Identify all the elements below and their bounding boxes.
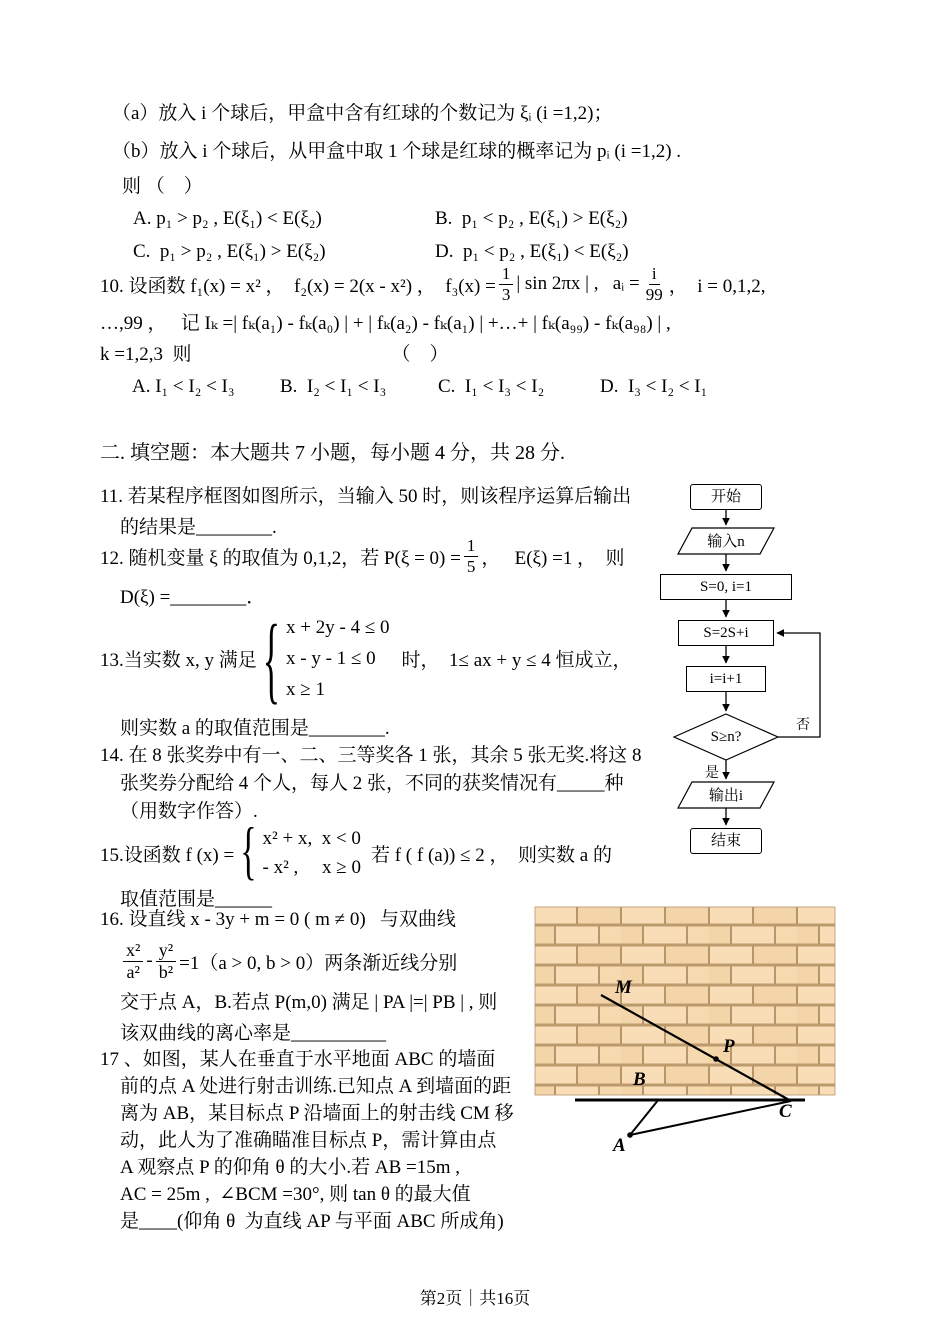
label-C: C <box>779 1101 792 1122</box>
q13-intro: 13.当实数 x, y 满足 <box>100 650 257 671</box>
question-13 <box>100 604 680 744</box>
q11-line-1: 11. 若某程序框图如图所示，当输入 50 时，则该程序运算后输出 <box>100 486 632 507</box>
q16-line-3: 交于点 A，B.若点 P(m,0) 满足 | PA |=| PB | , 则 <box>120 992 498 1013</box>
q15-case-2: - x² , x ≥ 0 <box>262 857 361 878</box>
fraction-x2-a2 <box>123 940 143 982</box>
question-15 <box>100 816 680 915</box>
left-brace: { <box>240 816 257 888</box>
q17-line-1: 17 、如图，某人在垂直于水平地面 ABC 的墙面 <box>100 1049 496 1070</box>
fraction-denominator: 5 <box>466 556 476 576</box>
q10-option-c: C. I₁ < I₃ < I₂ <box>438 376 545 397</box>
q10-line1-text-c: ， i = 0,1,2, <box>668 275 766 297</box>
flowchart-yes-label: 是 <box>705 766 719 781</box>
fraction-one-third <box>499 264 514 304</box>
q10-line3-text: k =1,2,3 则 <box>100 344 192 365</box>
fraction-y2-b2 <box>156 940 176 982</box>
flowchart-input-label: 输入n <box>707 534 745 550</box>
question-10 <box>100 262 890 403</box>
flowchart-init-node: S=0, i=1 <box>660 574 792 600</box>
q10-line-2: …,99 ， 记 Iₖ =| fₖ(a₁) - fₖ(a₀) | + | fₖ(a₂) - fₖ(a₁) | +…+ | fₖ(a₉₉) - fₖ(a₉₈) | , <box>100 313 671 334</box>
q13-line-2: 则实数 a 的取值范围是________. <box>120 718 390 739</box>
q10-line1-text-a: 10. 设函数 f₁(x) = x² ， f₂(x) = 2(x - x²) ， f₃(x) = <box>100 275 496 297</box>
q16-minus: - <box>146 950 153 971</box>
q13-condition-1: x + 2y - 4 ≤ 0 <box>286 617 390 638</box>
label-A: A <box>613 1135 626 1156</box>
q14-line-2: 张奖券分配给 4 个人，每人 2 张，不同的获奖情况有_____种 <box>120 773 624 794</box>
fraction-denominator: 3 <box>501 284 511 304</box>
flowchart-incr-node: i=i+1 <box>686 666 766 692</box>
q17-line-4: 动，此人为了准确瞄准目标点 P，需计算由点 <box>120 1130 497 1151</box>
q15-tail: 若 f ( f (a)) ≤ 2 ， 则实数 a 的 <box>370 844 612 866</box>
q9-stem: 则 （ ） <box>122 176 203 197</box>
label-P: P <box>723 1036 735 1057</box>
q16-fraction-line <box>100 935 550 987</box>
q10-option-a: A. I₁ < I₂ < I₃ <box>132 376 235 397</box>
flowchart-condition-label: S≥n? <box>710 729 742 745</box>
point-P <box>713 1056 719 1062</box>
q10-options-row <box>100 370 890 403</box>
question-17 <box>100 1046 555 1235</box>
q13-tail: 时， 1≤ ax + y ≤ 4 恒成立， <box>401 650 632 671</box>
flowchart-start-node: 开始 <box>690 484 762 510</box>
q13-condition-2: x - y - 1 ≤ 0 <box>286 648 376 669</box>
q12-line-1 <box>100 534 660 578</box>
fraction-numerator: y² <box>156 940 176 962</box>
point-A <box>627 1132 633 1138</box>
fraction-numerator: i <box>649 264 660 285</box>
fraction-denominator: 99 <box>645 284 663 304</box>
fraction-numerator: 1 <box>464 536 479 557</box>
q9-item-a: （a）放入 i 个球后，甲盒中含有红球的个数记为 ξᵢ (i =1,2)； <box>112 103 613 124</box>
question-12 <box>100 534 660 613</box>
q17-line-2: 前的点 A 处进行射击训练.已知点 A 到墙面的距 <box>120 1076 512 1097</box>
flowchart-output-label: 输出i <box>708 788 744 804</box>
q17-line-7: 是____(仰角 θ 为直线 AP 与平面 ABC 所成角) <box>120 1211 504 1232</box>
fraction-numerator: 1 <box>499 264 514 285</box>
question-9 <box>112 98 732 268</box>
section-2-heading: 二. 填空题：本大题共 7 小题，每小题 4 分，共 28 分. <box>100 442 565 464</box>
question-14 <box>100 742 660 826</box>
q15-cases-row <box>100 816 680 888</box>
q16-line-1: 16. 设直线 x - 3y + m = 0 ( m ≠ 0) 与双曲线 <box>100 909 456 930</box>
q9-option-d: D. p₁ < p₂ , E(ξ₁) < E(ξ₂) <box>435 241 629 262</box>
q14-line-3: （用数字作答）. <box>120 801 258 822</box>
fraction-i-over-99 <box>643 264 666 304</box>
q9-options-row-1 <box>112 202 732 235</box>
left-brace: { <box>262 604 281 713</box>
q13-conditions <box>286 612 389 705</box>
label-M: M <box>615 977 632 998</box>
q17-line-5: A 观察点 P 的仰角 θ 的大小.若 AB =15m , <box>120 1157 461 1178</box>
q15-cases <box>263 824 361 882</box>
q15-intro: 15.设函数 f (x) = <box>100 844 235 866</box>
q17-line-6: AC = 25m , ∠BCM =30°, 则 tan θ 的最大值 <box>120 1184 471 1205</box>
q10-line-3 <box>100 339 890 370</box>
q12-line-2: D(ξ) =________． <box>120 587 266 608</box>
q11-line-2: 的结果是________. <box>120 517 277 538</box>
fraction-denominator: b² <box>158 961 174 982</box>
flowchart-loop-node: S=2S+i <box>678 620 774 646</box>
q15-case-1: x² + x, x < 0 <box>262 828 361 849</box>
flowchart-end-node: 结束 <box>690 828 762 854</box>
q12-line1-text-b: ， E(ξ) =1 ， 则 <box>481 547 625 569</box>
fraction-one-fifth <box>464 536 479 576</box>
q10-answer-paren: （ ） <box>391 344 449 365</box>
flowchart <box>650 482 835 854</box>
q9-item-b: （b）放入 i 个球后，从甲盒中取 1 个球是红球的概率记为 pᵢ (i =1,2) . <box>112 141 682 162</box>
q9-option-c: C. p₁ > p₂ , E(ξ₁) > E(ξ₂) <box>133 241 326 262</box>
q13-condition-3: x ≥ 1 <box>286 679 325 700</box>
q13-system-row <box>100 604 680 713</box>
q10-option-d: D. I₃ < I₂ < I₁ <box>600 376 708 397</box>
q10-line1-text-b: | sin 2πx | , aᵢ = <box>516 273 640 294</box>
q10-option-b: B. I₂ < I₁ < I₃ <box>280 376 387 397</box>
page-footer: 第2页｜共16页 <box>419 1289 531 1308</box>
q17-line-3: 离为 AB，某目标点 P 沿墙面上的射击线 CM 移 <box>120 1103 514 1124</box>
q12-line1-text-a: 12. 随机变量 ξ 的取值为 0,1,2，若 P(ξ = 0) = <box>100 547 461 569</box>
q15-line-2: 取值范围是______ <box>120 889 273 910</box>
q9-option-a: A. p₁ > p₂ , E(ξ₁) < E(ξ₂) <box>133 208 322 229</box>
q10-line-1 <box>100 262 890 306</box>
q14-line-1: 14. 在 8 张奖券中有一、二、三等奖各 1 张，其余 5 张无奖.将这 8 <box>100 745 642 766</box>
q9-option-b: B. p₁ < p₂ , E(ξ₁) > E(ξ₂) <box>435 208 628 229</box>
brick-wall <box>535 907 835 1095</box>
q16-equation-tail: =1（a > 0, b > 0）两条渐近线分别 <box>179 952 458 974</box>
fraction-numerator: x² <box>123 940 143 962</box>
label-B: B <box>633 1069 646 1090</box>
figure-17 <box>533 905 843 1165</box>
fraction-denominator: a² <box>126 961 140 982</box>
q16-line-4: 该双曲线的离心率是__________ <box>120 1023 387 1044</box>
question-16 <box>100 904 550 1049</box>
flowchart-no-label: 否 <box>796 718 810 733</box>
